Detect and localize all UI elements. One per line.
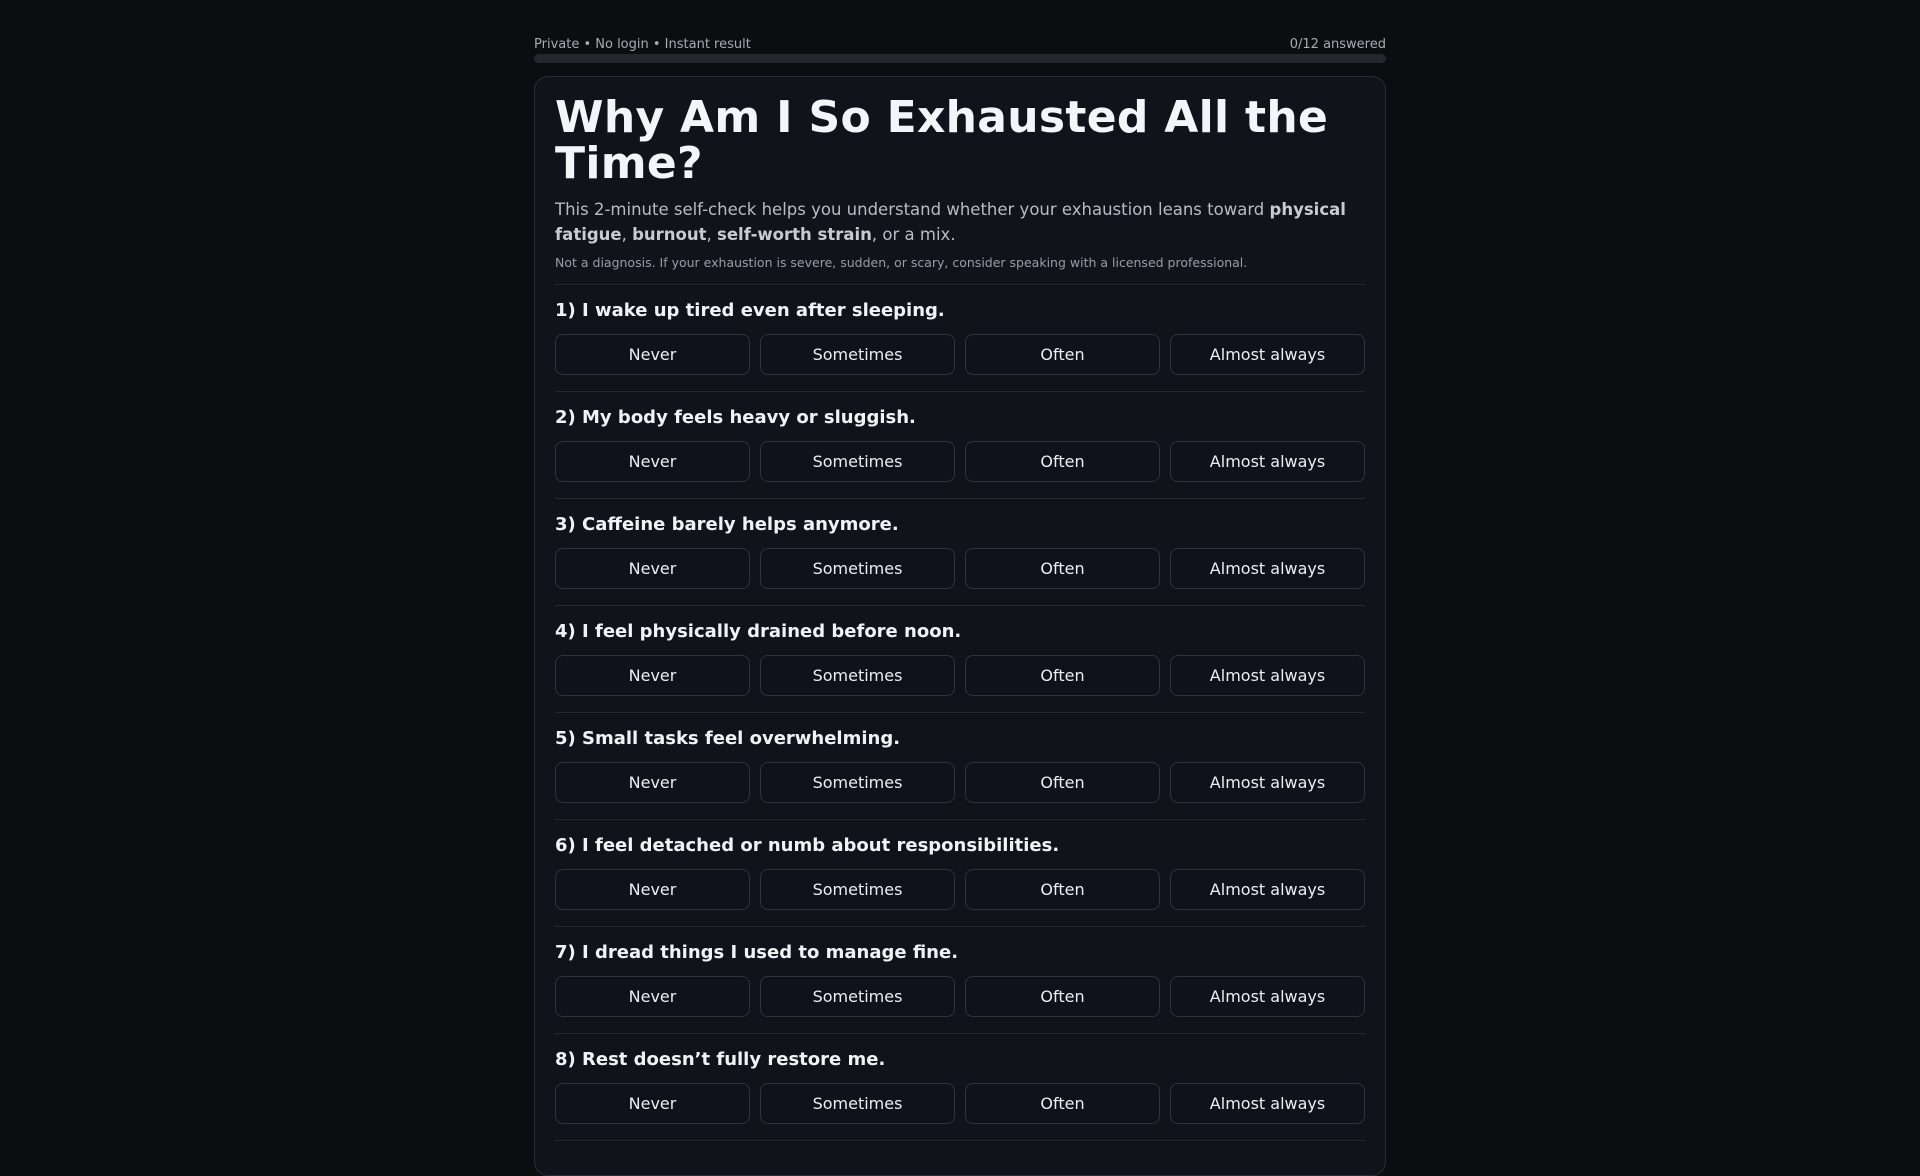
answer-option-never[interactable]: Never: [555, 655, 750, 696]
answer-option-often[interactable]: Often: [965, 869, 1160, 910]
answer-option-never[interactable]: Never: [555, 334, 750, 375]
question-item: [555, 820, 1365, 927]
question-item: [555, 499, 1365, 606]
answer-options: [555, 869, 1365, 910]
answer-option-often[interactable]: Often: [965, 1083, 1160, 1124]
answer-option-often[interactable]: Often: [965, 441, 1160, 482]
answer-option-often[interactable]: Often: [965, 334, 1160, 375]
intro-text: [555, 197, 1365, 247]
question-text: 5) Small tasks feel overwhelming.: [555, 728, 901, 749]
answer-options: [555, 1083, 1365, 1124]
answer-options: [555, 762, 1365, 803]
answer-option-sometimes[interactable]: Sometimes: [760, 441, 955, 482]
privacy-note: Private • No login • Instant result: [534, 37, 751, 52]
intro-suffix: , or a mix.: [871, 225, 956, 244]
intro-term-physical-fatigue: physical fatigue: [555, 200, 1346, 244]
page-container: [534, 0, 1386, 1176]
answered-counter: 0/12 answered: [1289, 37, 1386, 52]
question-item: [555, 392, 1365, 499]
answer-option-sometimes[interactable]: Sometimes: [760, 548, 955, 589]
answer-option-sometimes[interactable]: Sometimes: [760, 762, 955, 803]
answer-option-never[interactable]: Never: [555, 869, 750, 910]
question-item: [555, 713, 1365, 820]
answer-option-almost-always[interactable]: Almost always: [1170, 441, 1365, 482]
answer-option-almost-always[interactable]: Almost always: [1170, 1083, 1365, 1124]
top-bar: [534, 34, 1386, 52]
answer-options: [555, 441, 1365, 482]
quiz-card: [534, 76, 1386, 1176]
answer-option-almost-always[interactable]: Almost always: [1170, 548, 1365, 589]
answer-options: [555, 548, 1365, 589]
question-text: 4) I feel physically drained before noon.: [555, 621, 962, 642]
question-item: [555, 927, 1365, 1034]
question-text: 6) I feel detached or numb about responsibilities.: [555, 835, 1060, 856]
question-item: [555, 1034, 1365, 1141]
disclaimer: Not a diagnosis. If your exhaustion is severe, sudden, or scary, consider speaking with a licensed professional.: [555, 255, 1365, 285]
answer-options: [555, 655, 1365, 696]
answer-option-almost-always[interactable]: Almost always: [1170, 869, 1365, 910]
progress-bar: [534, 54, 1386, 63]
answer-option-almost-always[interactable]: Almost always: [1170, 334, 1365, 375]
question-text: 3) Caffeine barely helps anymore.: [555, 514, 899, 535]
answer-option-often[interactable]: Often: [965, 976, 1160, 1017]
question-text: 2) My body feels heavy or sluggish.: [555, 407, 916, 428]
intro-term-self-worth-strain: self-worth strain: [717, 225, 872, 244]
page-title: Why Am I So Exhausted All the Time?: [555, 92, 1329, 189]
answer-option-never[interactable]: Never: [555, 976, 750, 1017]
intro-separator: ,: [706, 225, 718, 244]
question-text: 7) I dread things I used to manage fine.: [555, 942, 959, 963]
answer-option-almost-always[interactable]: Almost always: [1170, 762, 1365, 803]
answer-option-often[interactable]: Often: [965, 548, 1160, 589]
answer-option-almost-always[interactable]: Almost always: [1170, 655, 1365, 696]
answer-option-sometimes[interactable]: Sometimes: [760, 869, 955, 910]
answer-options: [555, 334, 1365, 375]
question-item: [555, 285, 1365, 392]
answer-option-sometimes[interactable]: Sometimes: [760, 334, 955, 375]
question-item: [555, 606, 1365, 713]
intro-separator: ,: [621, 225, 633, 244]
answer-option-almost-always[interactable]: Almost always: [1170, 976, 1365, 1017]
question-text: 1) I wake up tired even after sleeping.: [555, 300, 945, 321]
answer-option-often[interactable]: Often: [965, 762, 1160, 803]
answer-option-sometimes[interactable]: Sometimes: [760, 1083, 955, 1124]
answer-option-never[interactable]: Never: [555, 762, 750, 803]
answer-option-sometimes[interactable]: Sometimes: [760, 655, 955, 696]
answer-option-never[interactable]: Never: [555, 1083, 750, 1124]
intro-prefix: This 2-minute self-check helps you understand whether your exhaustion leans toward: [555, 200, 1270, 219]
answer-option-sometimes[interactable]: Sometimes: [760, 976, 955, 1017]
answer-option-never[interactable]: Never: [555, 441, 750, 482]
answer-options: [555, 976, 1365, 1017]
answer-option-never[interactable]: Never: [555, 548, 750, 589]
question-list: [555, 285, 1365, 1141]
answer-option-often[interactable]: Often: [965, 655, 1160, 696]
question-text: 8) Rest doesn’t fully restore me.: [555, 1049, 886, 1070]
intro-term-burnout: burnout: [632, 225, 707, 244]
